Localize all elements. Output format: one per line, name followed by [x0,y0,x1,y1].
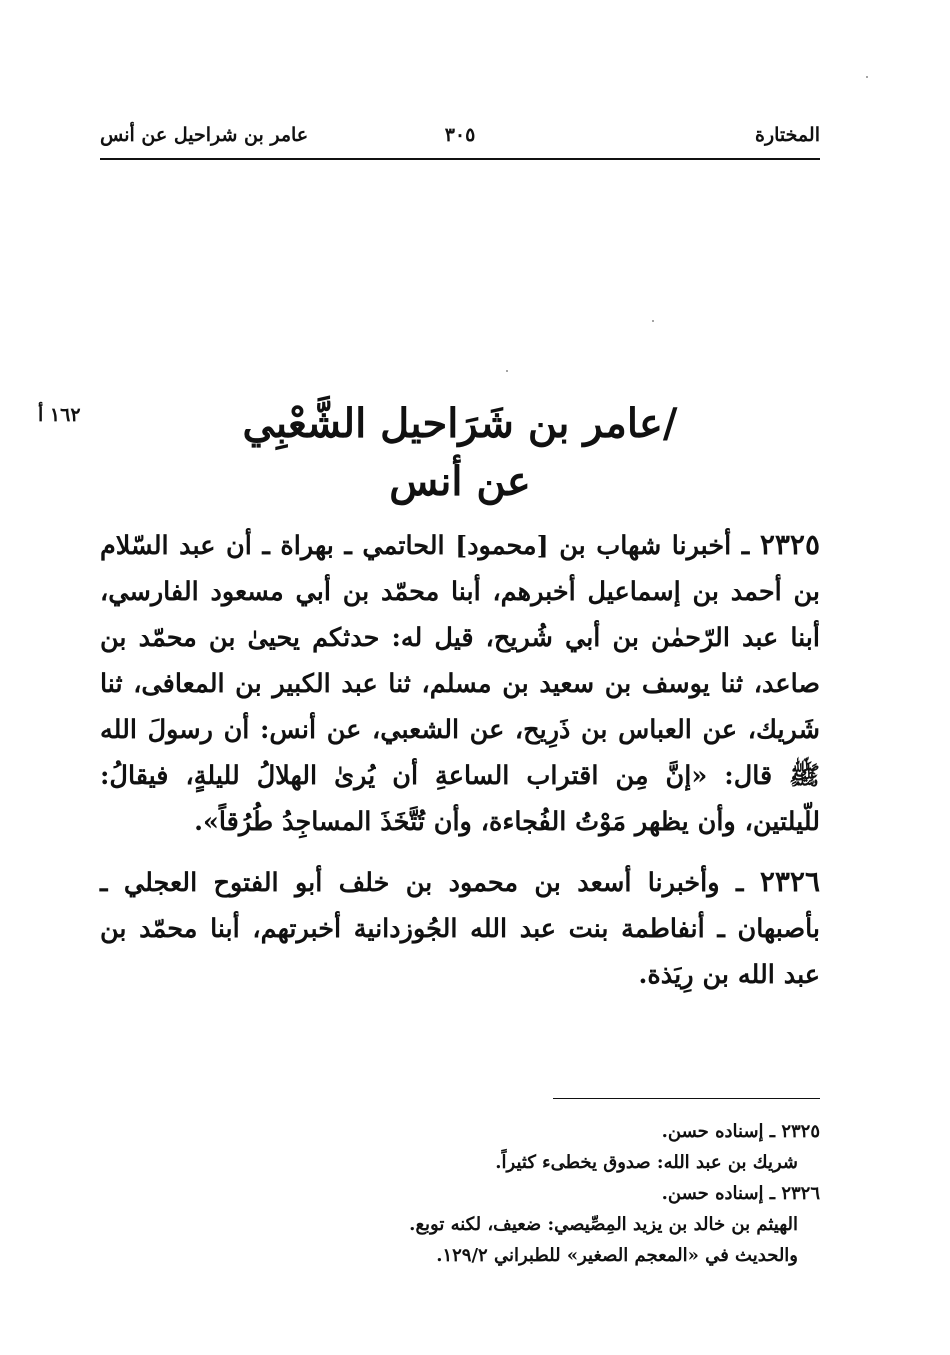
header-chapter-title: عامر بن شراحيل عن أنس [100,124,309,146]
footnote-line: شريك بن عبد الله: صدوق يخطىء كثيراً. [495,1152,798,1173]
header-book-title: المختارة [755,124,820,146]
hadith-text: ـ وأخبرنا أسعد بن محمود بن خلف أبو الفتوح العجلي ـ بأصبهان ـ أنفاطمة بنت عبد الله الجُوزدانية أخبرتهم، أبنا محمّد بن عبد الله بن رِيَذة. [100,868,820,990]
footnote-divider [553,1098,820,1099]
footnote-line: ٢٣٢٥ ـ إسناده حسن. [661,1121,820,1142]
main-text [100,522,820,1012]
chapter-title-line-2: عن أنس [389,458,531,505]
footnotes [220,1116,820,1271]
footnote-line: والحديث في «المعجم الصغير» للطبراني ١٢٩/٢. [436,1245,798,1266]
hadith-paragraph [100,859,820,998]
scan-speck [652,320,654,322]
chapter-title-line-1: /عامر بن شَرَاحيل الشَّعْبِي [242,400,678,447]
running-header [100,118,820,160]
scan-speck [506,370,508,372]
page-number: ٣٠٥ [444,124,476,146]
scan-speck [866,76,868,78]
chapter-title [100,395,820,511]
manuscript-folio-note: ١٦٢ أ [38,404,81,426]
footnote-line: الهيثم بن خالد بن يزيد المِصِّيصي: ضعيف، لكنه توبع. [409,1214,798,1235]
hadith-text: ـ أخبرنا شهاب بن [محمود] الحاتمي ـ بهراة ـ أن عبد السّلام بن أحمد بن إسماعيل أخبرهم، أبنا محمّد بن أبي مسعود الفارسي، أبنا عبد الرّحمٰن بن أبي شُريح، قيل له: حدثكم يحيىٰ بن محمّد بن صاعد، ثنا يوسف بن سعيد بن مسلم، ثنا عبد الكبير بن المعافى، ثنا شَريك، عن العباس بن ذَرِيح، عن الشعبي، عن أنس: أن رسولَ الله ﷺ قال: «إنَّ مِن اقتراب الساعةِ أن يُرىٰ الهلالُ لليلةٍ، فيقالُ: للّيلتين، وأن يظهر مَوْتُ الفُجاءة، وأن تُتَّخَذَ المساجِدُ طُرُقاً». [100,531,820,837]
footnote-line: ٢٣٢٦ ـ إسناده حسن. [661,1183,820,1204]
hadith-paragraph [100,522,820,845]
hadith-number: ٢٣٢٥ [759,528,820,561]
hadith-number: ٢٣٢٦ [759,865,820,898]
